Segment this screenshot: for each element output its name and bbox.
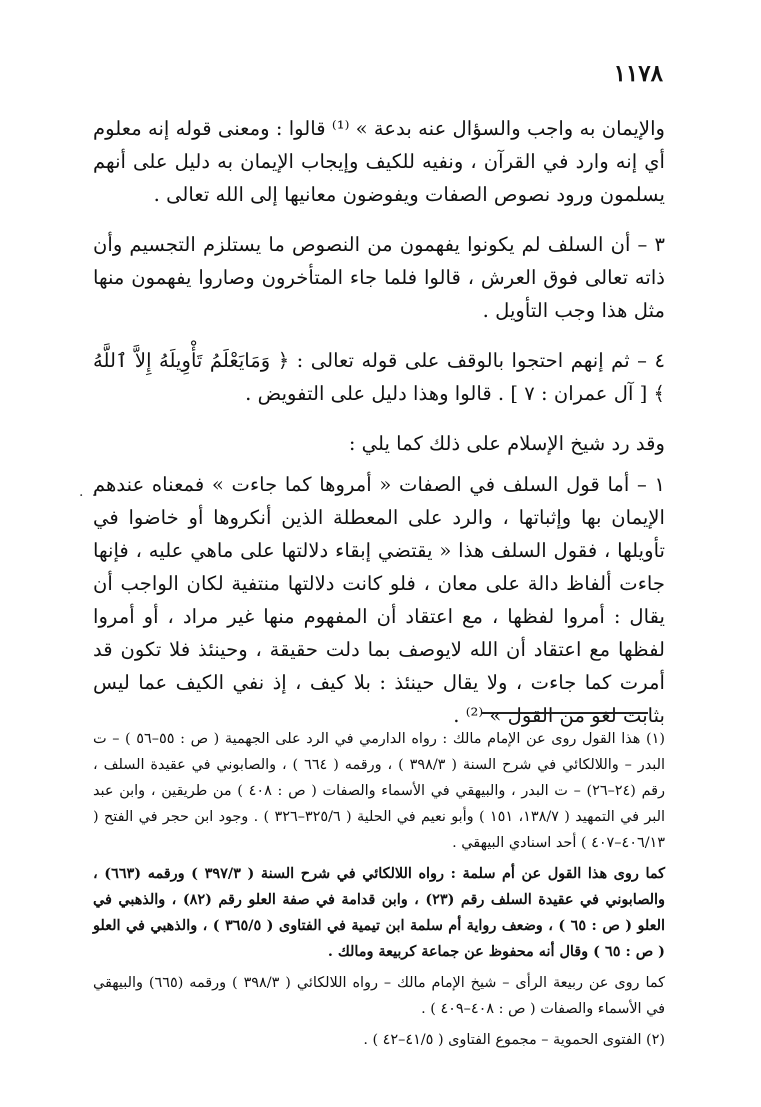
margin-mark: · · (79, 488, 99, 504)
footnote-2: (٢) الفتوى الحموية – مجموع الفتاوى ( ٤١/٥–٤٢ ) . (363, 1032, 665, 1048)
paragraph-2: ٣ – أن السلف لم يكونوا يفهمون من النصوص ما يستلزم التجسيم وأن ذاته تعالى فوق العرش ، قالوا فلما جاء المتأخرون وصاروا يفهمون منها مثل هذا وجب التأويل . (93, 233, 665, 322)
footnote-separator (481, 712, 648, 714)
main-text (93, 112, 665, 749)
paragraph-1: والإيمان به واجب والسؤال عنه بدعة » ⁽¹⁾ قالوا : ومعنى قوله إنه معلوم أي إنه وارد في القرآن ، ونفيه للكيف وإيجاب الإيمان به دليل على أنهم يسلمون ورود نصوص الصفات ويفوضون معانيها إلى الله تعالى . (93, 117, 665, 206)
footnote-1-continued: كما روى هذا القول عن أم سلمة : رواه اللالكائي في شرح السنة ( ٣٩٧/٣ ) ورقمه (٦٦٣) ، والصابوني في عقيدة السلف رقم (٢٣) ، وابن قدامة في صفة العلو رقم (٨٢) ، والذهبي في العلو ( ص : ٦٥ ) ، وضعف رواية أم سلمة ابن تيمية في الفتاوى ( ٣٦٥/٥ ) ، والذهبي في العلو ( ص : ٦٥ ) وقال أنه محفوظ عن جماعة كربيعة ومالك . (93, 865, 666, 960)
footnote-1-rabia: كما روى عن ربيعة الرأى – شيخ الإمام مالك – رواه اللالكائي ( ٣٩٨/٣ ) ورقمه (٦٦٥) والبيهقي في الأسماء والصفات ( ص : ٤٠٨–٤٠٩ ) . (93, 975, 665, 1017)
footnote-1: (١) هذا القول روى عن الإمام مالك : رواه الدارمي في الرد على الجهمية ( ص : ٥٥–٥٦ ) – ت البدر – واللالكائي في شرح السنة ( ٣٩٨/٣ ) ، ورقمه ( ٦٦٤ ) ، والصابوني في عقيدة السلف ، رقم (٢٤–٢٦) – ت البدر ، والبيهقي في الأسماء والصفات ( ص : ٤٠٨ ) من طريقين ، وابن عبد البر في التمهيد ( ١٣٨/٧، ١٥١ ) وأبو نعيم في الحلية ( ٣٢٥/٦–٣٢٦ ) . وجود ابن حجر في الفتح ( ٤٠٦/١٣–٤٠٧ ) أحد اسنادي البيهقي . (93, 731, 666, 851)
paragraph-5: ١ – أما قول السلف في الصفات « أمروها كما جاءت » فمعناه عندهم الإيمان بها وإثباتها ، والرد على المعطلة الذين أنكروها أو خاضوا في تأويلها ، فقول السلف هذا « يقتضي إبقاء دلالتها على ماهي عليه ، فإنها جاءت ألفاظ دالة على معان ، فلو كانت دلالتها منتفية لكان الواجب أن يقال : أمروا لفظها ، مع اعتقاد أن المفهوم منها غير مراد ، أو أمروا لفظها مع اعتقاد أن الله لايوصف بما دلت حقيقة ، وحينئذ فلا تكون قد أمرت كما جاءت ، ولا يقال حينئذ : بلا كيف ، إذ نفي الكيف عما ليس بثابت لغو من القول » ⁽²⁾ . (93, 473, 665, 727)
footnotes (93, 726, 665, 1058)
paragraph-4: وقد رد شيخ الإسلام على ذلك كما يلي : (348, 432, 665, 455)
paragraph-3: ٤ – ثم إنهم احتجوا بالوقف على قوله تعالى : ﴿ وَمَايَعْلَمُ تَأْوِيلَهُ إِلاَّ ٱللَّهُ ﴾ [ آل عمران : ٧ ] . قالوا وهذا دليل على التفويض . (93, 349, 665, 405)
page-number: ١١٧٨ (613, 60, 663, 87)
